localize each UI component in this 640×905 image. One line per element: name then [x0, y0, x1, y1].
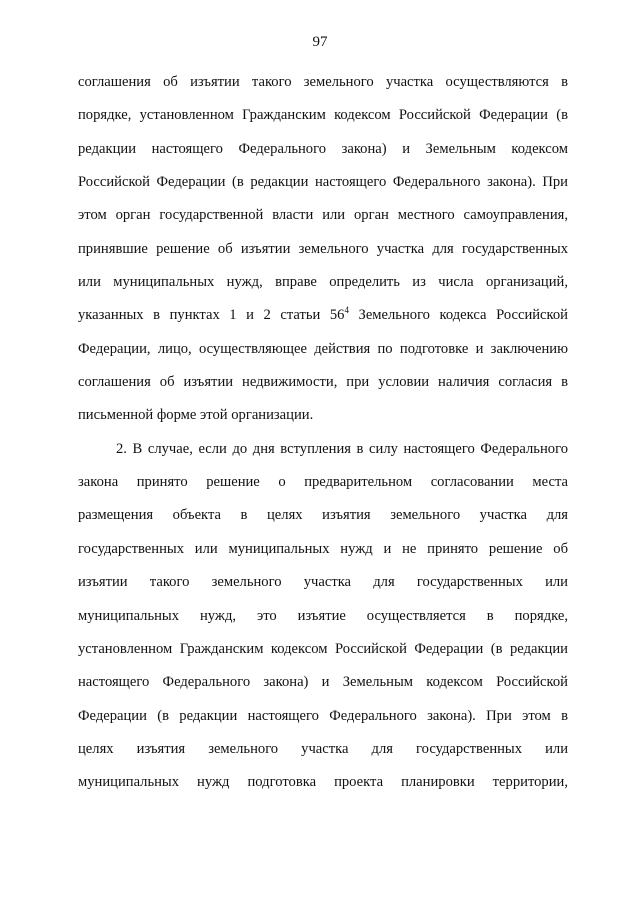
text-line: муниципальных нужд подготовка проекта планировки территории, [78, 774, 568, 791]
text-line: этом орган государственной власти или орган местного самоуправления, [78, 207, 568, 224]
text-line-segment: указанных в пунктах 1 и 2 статьи 56 [78, 307, 345, 324]
superscript: 4 [344, 305, 349, 316]
text-line: редакции настоящего Федерального закона) и Земельным кодексом [78, 140, 568, 157]
text-line: муниципальных нужд, это изъятие осуществляется в порядке, [78, 607, 568, 624]
paragraph-2 [78, 433, 568, 800]
text-line: 2. В случае, если до дня вступления в силу настоящего Федерального [116, 440, 568, 457]
text-line: Федерации (в редакции настоящего Федерального закона). При этом в [78, 707, 568, 724]
text-line: Российской Федерации (в редакции настоящего Федерального закона). При [78, 174, 568, 191]
text-line: Федерации, лицо, осуществляющее действия по подготовке и заключению [78, 340, 568, 357]
text-line: соглашения об изъятии такого земельного участка осуществляются в [78, 74, 568, 90]
text-line: установленном Гражданским кодексом Российской Федерации (в редакции [78, 640, 568, 657]
text-line: принявшие решение об изъятии земельного участка для государственных [78, 240, 568, 257]
text-line: порядке, установленном Гражданским кодексом Российской Федерации (в [78, 107, 568, 124]
text-line: целях изъятия земельного участка для государственных или [78, 740, 568, 757]
text-line: соглашения об изъятии недвижимости, при условии наличия согласия в [78, 374, 568, 391]
text-line: размещения объекта в целях изъятия земельного участка для [78, 507, 568, 524]
text-line: закона принято решение о предварительном согласовании места [78, 474, 568, 491]
document-body [78, 66, 568, 800]
text-line: изъятии такого земельного участка для государственных или [78, 574, 568, 591]
text-line: настоящего Федерального закона) и Земельным кодексом Российской [78, 674, 568, 691]
page-number: 97 [312, 34, 328, 50]
text-line-segment: Земельного кодекса Российской [348, 307, 568, 324]
text-line: или муниципальных нужд, вправе определить из числа организаций, [78, 274, 568, 291]
text-line: письменной форме этой организации. [78, 407, 314, 424]
paragraph-1 [78, 66, 568, 433]
text-line [78, 299, 568, 332]
text-line: государственных или муниципальных нужд и не принято решение об [78, 540, 568, 557]
